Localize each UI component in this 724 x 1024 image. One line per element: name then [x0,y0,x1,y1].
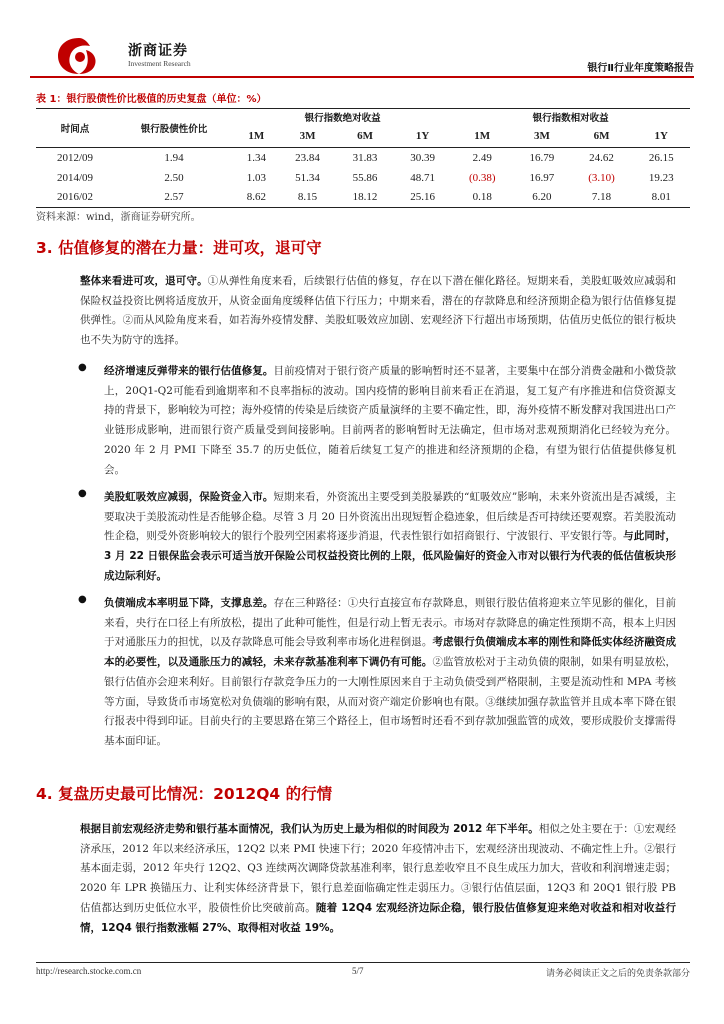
footer-divider [36,962,690,963]
cell-value: 0.18 [472,191,492,204]
bullet-icon: ● [78,488,87,499]
section-4-body [80,820,676,938]
section-4-text: 相似之处主要在于：①宏观经济承压，2012 年以来经济承压，12Q2 以来 PMI 快速下行；2020 年疫情冲击下，宏观经济出现波动、不确定性上升。②银行基本面走弱，2012 年央行 12Q2、Q3 连续两次调降贷款基准利率，银行息差收窄且不良生成压力加大，营收和利润增速走弱；2020 年 LPR 换锚压力、让利实体经济背景下，银行息差面临确定性走弱压力。③银行估值层面，12Q3 和 20Q1 银行股 PB 估值都达到历史低位水平，股债性价比突破前高。 [80,823,676,914]
cell-value: 18.12 [352,191,378,204]
cell-value: 16.79 [529,151,555,164]
bullet-icon: ● [78,594,87,605]
period-header: 1Y [415,130,430,143]
table-row [36,168,690,188]
section-3-title: 3. 估值修复的潜在力量：进可攻，退可守 [36,239,322,257]
cell-value: 1.03 [246,171,266,184]
bullet-mid: 考虑银行负债端成本率的刚性和降低实体经济融资成本的必要性，以及通胀压力的减轻，未来存款基准利率下调仍有可能。 [104,636,677,669]
col-header-time: 时间点 [36,109,114,148]
bullet-text: 短期来看，外资流出主要受到美股暴跌的“虹吸效应”影响，未来外资流出是否减缓，主要取决于美股流动性是否能够企稳。尽管 3 月 20 日外资流出出现短暂企稳迹象，但后续是否可持续还要观察。若美股流动性企稳，则受外资影响较大的银行个股列空困素将逐步消退，代表性银行如招商银行、宁波银行、平安银行等。 [104,491,677,543]
cell-value: 31.83 [352,151,378,164]
bullet-tail: 与此同时，3 月 22 日银保监会表示可适当放开保险公司权益投资比例的上限，低风险偏好的资金入市对以银行为代表的低估值板块形成边际利好。 [104,530,677,582]
intro-text: ①从弹性角度来看，后续银行估值的修复，存在以下潜在催化路径。短期来看，美股虹吸效应减弱和保险权益投资比例将适度放开，从资金面角度缓释估值下行压力；中期来看，潜在的存款降息和经济预期企稳为银行估值修复提供弹性。②而从风险角度来看，如若海外疫情发酵、美股虹吸效应加剧、宏观经济下行超出市场预期，估值历史低位的银行板块也不失为防守的选择。 [80,275,677,347]
cell-value: 1.34 [246,151,266,164]
period-header: 3M [533,130,550,143]
brand-name: 浙商证券 [128,43,188,59]
cell-ratio: 2.57 [164,191,184,204]
cell-value: 8.15 [297,191,318,204]
brand-logo-icon [56,36,102,76]
header-divider [30,76,694,78]
cell-value-negative: (0.38) [468,171,496,184]
table-title: 表 1：银行股债性价比极值的历史复盘（单位：%） [36,94,267,105]
cell-time: 2016/02 [56,191,94,204]
table-row [36,188,690,208]
bullet-text-2: ②监管放松对于主动负债的限制，如果有明显放松，银行估值亦会迎来利好。目前银行存款竞争压力的一大刚性原因来自于主动负债受到严格限制，主要是流动性和 MPA 考核等方面，导致货币市场宽松对负债端的影响有限，从而对资产端定价影响也有限。③继续加强存款监管并且成本率下降在银行报表中得到印证。目前央行的主要思路在第三个路径上，但市场暂时还看不到存款加强监管的成效，要形成股价支撑需得基本面印证。 [104,656,677,747]
section-4-title: 4. 复盘历史最可比情况：2012Q4 的行情 [36,785,333,803]
section-4-lead: 根据目前宏观经济走势和银行基本面情况，我们认为历史上最为相似的时间段为 2012 年下半年。 [80,823,539,835]
bullet-text: 目前疫情对于银行资产质量的影响暂时还不显著，主要集中在部分消费金融和小微贷款上，20Q1-Q2可能看到逾期率和不良率指标的波动。国内疫情的影响目前来看正在消退，复工复产有序推进和信贷资源支持的背景下，影响较为可控；海外疫情的传染是后续资产质量演绎的主要不确定性，即，海外疫情不断发酵对我国进出口产业链形成影响，进而银行资产质量受到间接影响。目前两者的影响暂时无法确定，但市场对悲观预期消化已经较为充分。2020 年 2 月 PMI 下降至 35.7 的历史低位，随着后续复工复产的推进和经济预期的企稳，有望为银行估值提供修复机会。 [104,365,677,476]
bullet-item [80,594,676,752]
brand-subtitle: Investment Research [128,59,191,68]
cell-ratio: 1.94 [164,151,184,164]
cell-value: 55.86 [352,171,378,184]
cell-value: 25.16 [410,191,435,204]
footer-url: http://research.stocke.com.cn [36,966,142,976]
cell-value: 26.15 [648,151,674,164]
cell-value: 7.18 [591,191,612,204]
cell-value: 23.84 [295,151,320,164]
report-type: 银行Ⅱ行业年度策略报告 [587,63,694,74]
bullet-lead: 负债端成本率明显下降，支撑息差。 [104,597,274,609]
section-4-tail: 随着 12Q4 宏观经济边际企稳，银行股估值修复迎来绝对收益和相对收益行情，12Q4 银行指数涨幅 27%、取得相对收益 19%。 [80,901,677,934]
bullet-text: 存在三种路径：①央行直接宣布存款降息，则银行股估值将迎来立竿见影的催化，目前来看，央行在口径上有所放松，提出了此种可能性，但是行动上暂无表示。市场对存款降息的确定性预期不高，根本上归因于对通胀压力的担忧，以及存款降息可能会导致利率市场化进程倒退。 [104,597,677,649]
col-group-relative: 银行指数相对收益 [532,113,609,125]
bullet-lead: 经济增速反弹带来的银行估值修复。 [104,365,274,377]
intro-lead: 整体来看进可攻，退可守。 [80,275,208,287]
table-row [36,148,690,168]
cell-ratio: 2.50 [164,171,184,184]
page-number: 5/7 [352,966,364,976]
section-3-intro [80,272,676,351]
cell-value: 19.23 [648,171,674,184]
cell-value: 8.01 [651,191,671,204]
valuation-history-table [36,108,690,208]
cell-time: 2012/09 [56,151,94,164]
page-header [30,28,694,76]
footer-disclaimer: 请务必阅读正文之后的免责条款部分 [545,969,690,979]
cell-value: 24.62 [589,151,614,164]
col-group-absolute: 银行指数绝对收益 [304,113,381,125]
period-header: 3M [299,130,316,143]
period-header: 1Y [654,130,668,143]
cell-time: 2014/09 [56,171,94,184]
bullet-item [80,362,676,480]
bullet-item [80,488,676,587]
cell-value: 51.34 [295,171,320,184]
col-header-ratio: 银行股债性价比 [114,109,234,148]
period-header: 1M [248,130,265,143]
bullet-lead: 美股虹吸效应减弱，保险资金入市。 [104,491,274,503]
period-header: 6M [357,130,373,143]
cell-value: 16.97 [529,171,555,184]
period-header: 6M [593,130,610,143]
cell-value: 2.49 [472,151,492,164]
cell-value: 48.71 [410,171,435,184]
cell-value: 6.20 [532,191,552,204]
cell-value-negative: (3.10) [588,171,615,184]
cell-value: 8.62 [246,191,266,204]
cell-value: 30.39 [410,151,435,164]
period-header: 1M [474,130,491,143]
table-source: 资料来源：wind，浙商证券研究所。 [36,212,201,223]
bullet-icon: ● [78,362,87,373]
